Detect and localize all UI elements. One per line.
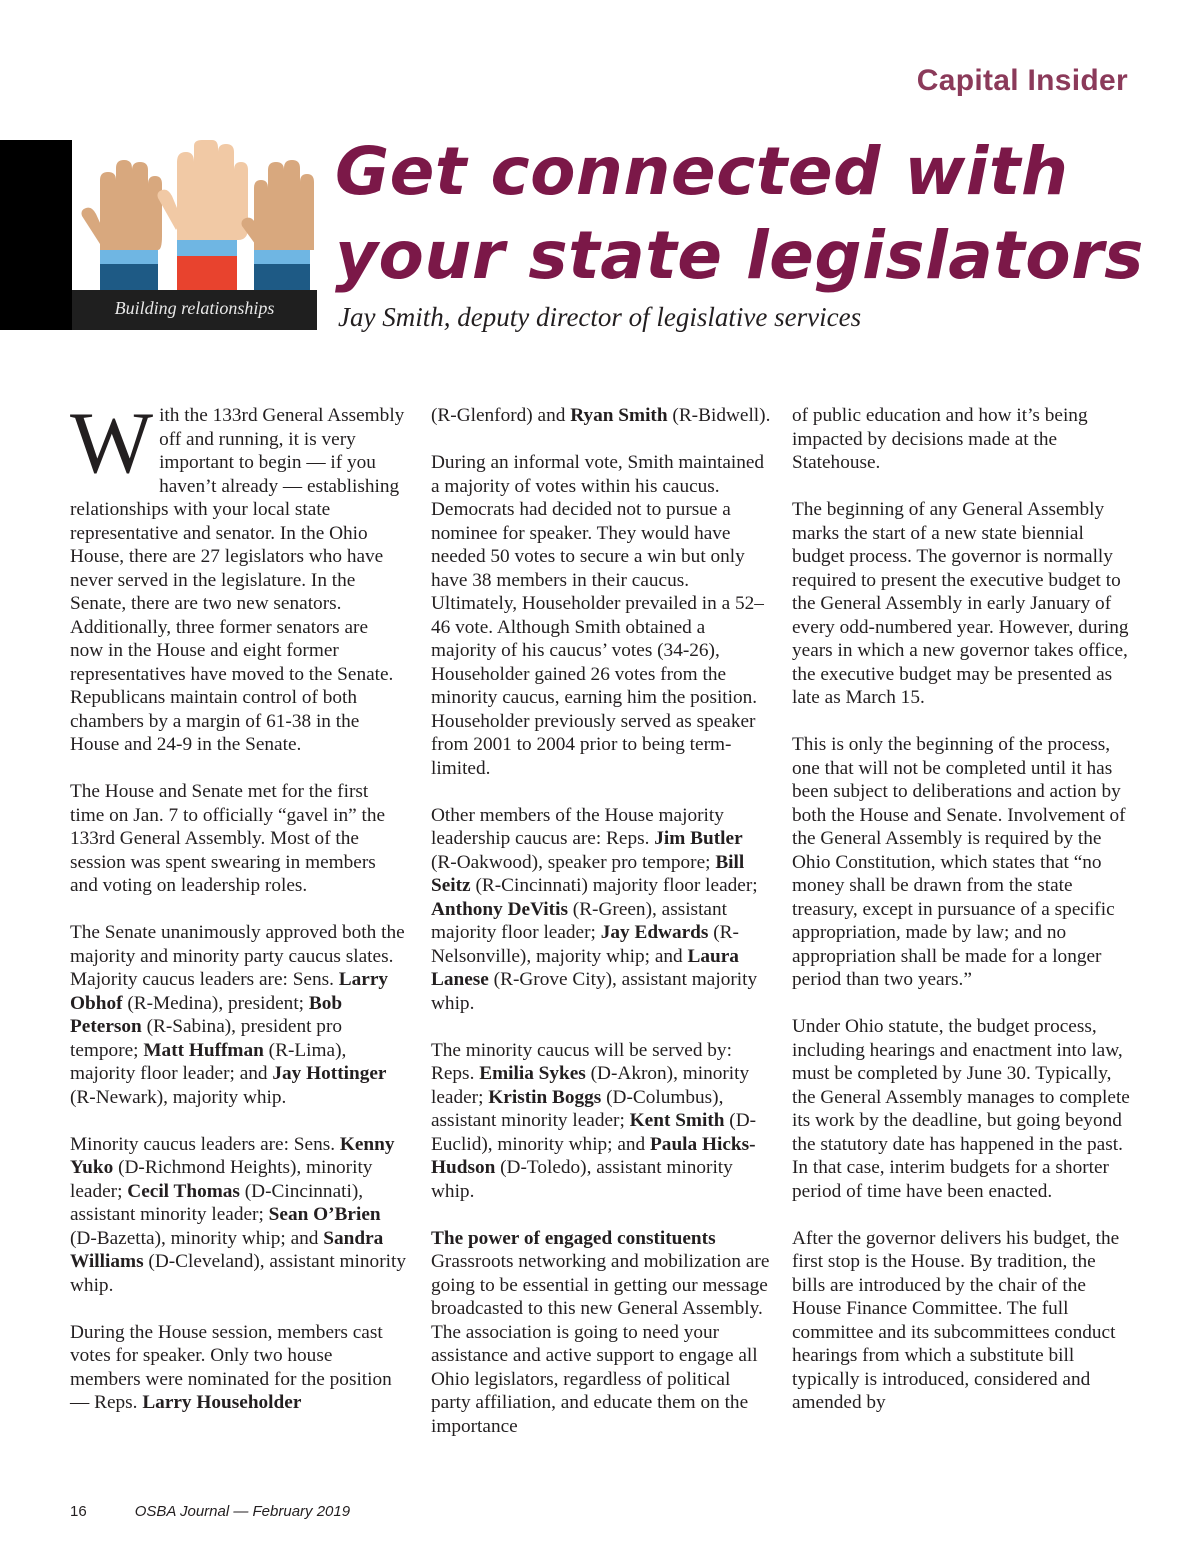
- paragraph: (R-Glenford) and Ryan Smith (R-Bidwell).: [431, 405, 771, 426]
- legislator-name: Kristin Boggs: [488, 1086, 602, 1108]
- legislator-name: Bob Peterson: [70, 992, 343, 1037]
- legislator-name: Larry Obhof: [70, 969, 389, 1014]
- paragraph: [431, 1227, 771, 1439]
- legislator-name: Ryan Smith: [570, 405, 668, 426]
- article-byline: Jay Smith, deputy director of legislative services: [338, 302, 862, 332]
- article-title: [335, 130, 1165, 298]
- legislator-name: Jim Butler: [654, 828, 743, 849]
- paragraph: This is only the beginning of the process, one that will not be completed until it has been subject to deliberations and action by both the House and Senate. Involvement of the General Assembly is required by the Ohio Constitution, which states that “no money shall be drawn from the state treasury, except in pursuance of a specific appropriation, made by law; and no appropriation shall be made for a longer period than two years.”: [792, 734, 1126, 990]
- paragraph: During an informal vote, Smith maintained a majority of votes within his caucus. Democrats had decided not to pursue a nominee for speaker. They would have needed 50 votes to secure a win but only have 38 members in their caucus. Ultimately, Householder prevailed in a 52–46 vote. Although Smith obtained a majority of his caucus’ votes (34-26), Householder gained 26 votes from the minority caucus, earning him the position. Householder previously served as speaker from 2001 to 2004 prior to being term-limited.: [431, 452, 765, 779]
- paragraph: The minority caucus will be served by: Reps. Emilia Sykes (D-Akron), minority leader; Kristin Boggs (D-Columbus), assistant minority leader; Kent Smith (D-Euclid), minority whip; and Paula Hicks-Hudson (D-Toledo), assistant minority whip.: [431, 1039, 757, 1202]
- legislator-name: Kenny Yuko: [70, 1133, 395, 1178]
- article-column-3: [792, 404, 1132, 1438]
- paragraph: Other members of the House majority leadership caucus are: Reps. Jim Butler (R-Oakwood), speaker pro tempore; Bill Seitz (R-Cincinnati) majority floor leader; Anthony DeVitis (R-Green), assistant majority floor leader; Jay Edwards (R-Nelsonville), majority whip; and Laura Lanese (R-Grove City), assistant majority whip.: [431, 804, 758, 1014]
- legislator-name: Sean O’Brien: [268, 1204, 381, 1225]
- section-label: Capital Insider: [916, 64, 1128, 97]
- paragraph: The beginning of any General Assembly marks the start of a new state biennial budget process. The governor is normally required to present the executive budget to the General Assembly in early January of every odd-numbered year. However, during years in which a new governor takes office, the executive budget may be presented as late as March 15.: [792, 499, 1129, 708]
- legislator-name: Matt Huffman: [143, 1039, 264, 1061]
- publication-name: OSBA Journal — February 2019: [134, 1503, 351, 1520]
- paragraph: The Senate unanimously approved both the majority and minority party caucus slates. Majority caucus leaders are: Sens. Larry Obhof (R-Medina), president; Bob Peterson (R-Sabina), president pro tempore; Matt Huffman (R-Lima), majority floor leader; and Jay Hottinger (R-Newark), majority whip.: [70, 922, 405, 1108]
- paragraph-text: Grassroots networking and mobilization are going to be essential in getting our message broadcasted to this new General Assembly. The association is going to need your assistance and active support to engage all Ohio legislators, regardless of political party affiliation, and educate them on the importance: [431, 1251, 770, 1437]
- paragraph: The House and Senate met for the first time on Jan. 7 to officially “gavel in” the 133rd General Assembly. Most of the session was spent swearing in members and voting on leadership roles.: [70, 781, 386, 896]
- legislator-name: Kent Smith: [629, 1110, 725, 1131]
- page-footer: [70, 1503, 350, 1520]
- paragraph: [70, 395, 406, 757]
- legislator-name: Cecil Thomas: [127, 1180, 240, 1202]
- image-caption-bar: [72, 290, 317, 330]
- paragraph: Minority caucus leaders are: Sens. Kenny Yuko (D-Richmond Heights), minority leader; Cecil Thomas (D-Cincinnati), assistant minority leader; Sean O’Brien (D-Bazetta), minority whip; and Sandra Williams (D-Cleveland), assistant minority whip.: [70, 1133, 406, 1296]
- legislator-name: Paula Hicks-Hudson: [431, 1133, 756, 1178]
- legislator-name: Larry Householder: [142, 1392, 302, 1413]
- legislator-name: Laura Lanese: [431, 945, 739, 990]
- legislator-name: Anthony DeVitis: [431, 898, 568, 920]
- paragraph: After the governor delivers his budget, the first stop is the House. By tradition, the bills are introduced by the chair of the House Finance Committee. The full committee and its subcommittees conduct hearings from which a substitute bill typically is introduced, considered and amended by: [792, 1227, 1120, 1413]
- subheading: The power of engaged constituents: [431, 1227, 716, 1249]
- accent-bar: [0, 140, 72, 330]
- legislator-name: Jay Edwards: [600, 922, 709, 943]
- legislator-name: Jay Hottinger: [272, 1063, 387, 1084]
- legislator-name: Bill Seitz: [431, 851, 745, 896]
- paragraph-text: ith the 133rd General Assembly off and running, it is very important to begin — if you haven’t already — establishing relationships with your local state representative and senator. In the Ohio House, there are 27 legislators who have never served in the legislature. In the Senate, there are two new senators. Additionally, three former senators are now in the House and eight former representatives have moved to the Senate. Republicans maintain control of both chambers by a margin of 61-38 in the House and 24-9 in the Senate.: [70, 405, 405, 755]
- article-title-line-2: your state legislators: [335, 217, 1144, 294]
- page-number: 16: [70, 1503, 87, 1520]
- article-column-1: [70, 395, 406, 1438]
- article-title-line-1: Get connected with: [335, 133, 1069, 210]
- paragraph: of public education and how it’s being impacted by decisions made at the Statehouse.: [792, 405, 1088, 473]
- article-column-2: [431, 404, 771, 1462]
- paragraph: Under Ohio statute, the budget process, including hearings and enactment into law, must be completed by June 30. Typically, the General Assembly manages to complete its work by the deadline, but going beyond the statutory date has happened in the past. In that case, interim budgets for a shorter period of time have been enacted.: [792, 1016, 1130, 1202]
- drop-cap: W: [70, 395, 154, 492]
- legislator-name: Sandra Williams: [70, 1227, 384, 1272]
- image-caption: Building relationships: [114, 298, 275, 318]
- legislator-name: Emilia Sykes: [479, 1063, 586, 1084]
- paragraph: During the House session, members cast votes for speaker. Only two house members were nominated for the position — Reps. Larry Householder: [70, 1321, 392, 1413]
